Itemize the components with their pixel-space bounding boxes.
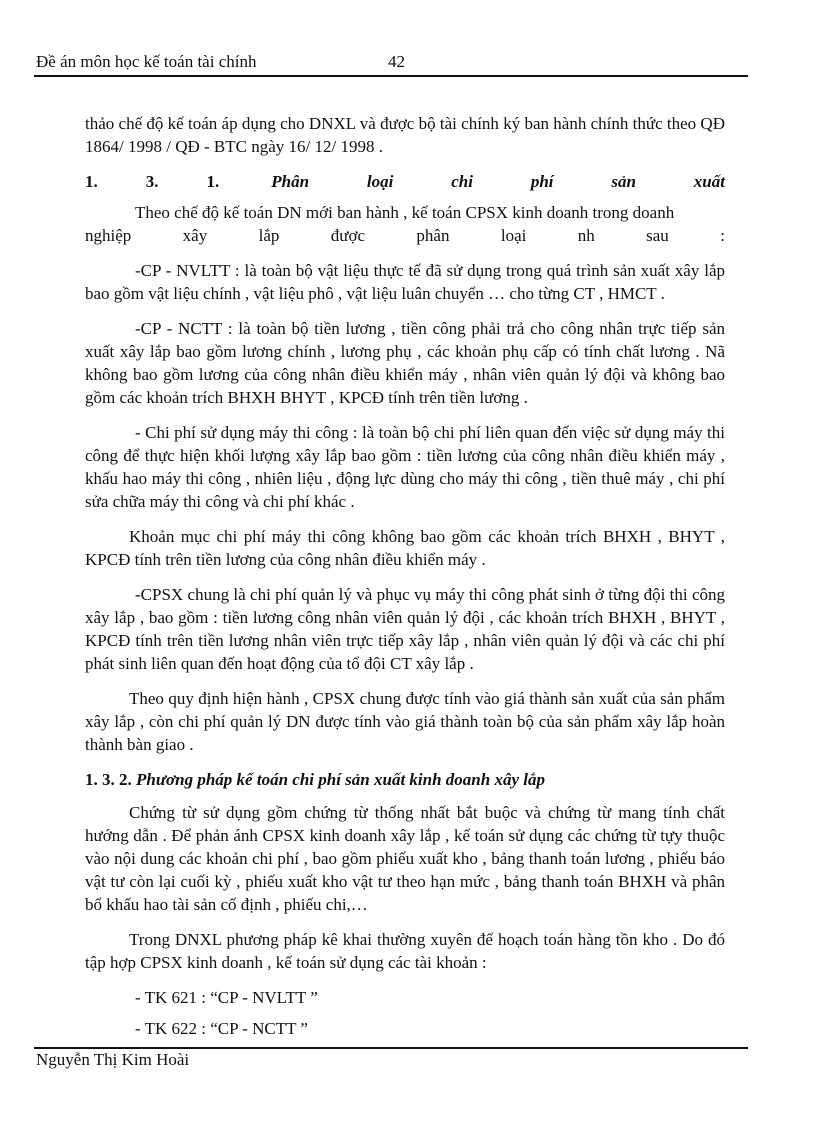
section-title-word: chi — [451, 172, 473, 191]
paragraph-cp-nvltt: -CP - NVLTT : là toàn bộ vật liệu thực tế đã sử dụng trong quá trình sản xuất xây lắp bao gồm vật liệu chính , vật liệu phô , vật liệu luân chuyển … cho từng CT , HMCT . — [85, 261, 725, 303]
list-item-tk622: - TK 622 : “CP - NCTT ” — [135, 1019, 308, 1038]
section-heading-1-3-2 — [85, 768, 725, 791]
word: : — [720, 226, 725, 245]
section-title-word: xuất — [693, 172, 725, 191]
page-body — [85, 112, 725, 1048]
section-number-part: 1. — [206, 172, 220, 191]
section-title-word: loại — [366, 172, 394, 191]
section-number-part: 3. — [145, 172, 159, 191]
section-number: 1. 3. 2. — [85, 770, 132, 789]
section-title-word: phí — [530, 172, 554, 191]
word: loại — [500, 226, 527, 245]
footer-rule — [34, 1047, 748, 1049]
paragraph-accounts: Trong DNXL phương pháp kê khai thường xuyên để hoạch toán hàng tồn kho . Do đó tập hợp CPSX kinh doanh , kế toán sử dụng các tài khoản : — [85, 930, 725, 972]
word: xây — [182, 226, 208, 245]
section-title-word: Phân — [271, 172, 310, 191]
paragraph-intro: thảo chế độ kế toán áp dụng cho DNXL và được bộ tài chính ký ban hành chính thức theo QĐ 1864/ 1998 / QĐ - BTC ngày 16/ 12/ 1998 . — [85, 114, 725, 156]
word: nh — [577, 226, 595, 245]
section-title — [271, 170, 725, 193]
list-item-tk621: - TK 621 : “CP - NVLTT ” — [135, 988, 318, 1007]
paragraph-cp-nctt: -CP - NCTT : là toàn bộ tiền lương , tiền công phải trả cho công nhân trực tiếp sản xuất xây lắp bao gồm lương chính , lương phụ , các khoản phụ cấp có tính chất lương . Nã không bao gồm lương của công nhân điều khiển máy , nhân viên quản lý đội và không bao gồm các khoản trích BHXH BHYT , KPCĐ tính trên tiền lương . — [85, 319, 725, 407]
paragraph-documents: Chứng từ sử dụng gồm chứng từ thống nhất bắt buộc và chứng từ mang tính chất hướng dẫn . Để phản ánh CPSX kinh doanh xây lắp , kế toán sử dụng các chứng từ tựy thuộc vào nội dung các khoản chi phí , bao gồm phiếu xuất kho , bảng thanh toán lương , phiếu báo vật tư còn lại cuối kỳ , phiếu xuất kho vật tư theo hạn mức , bảng thanh toán BHXH và phân bổ khấu hao tài sản cố định , phiếu chi,… — [85, 803, 725, 914]
footer-author: Nguyễn Thị Kim Hoài — [36, 1050, 190, 1069]
paragraph-machine-cost: - Chi phí sử dụng máy thi công : là toàn bộ chi phí liên quan đến việc sử dụng máy thi công để thực hiện khối lượng xây lắp bao gồm : tiền lương của công nhân điều khiển máy , khấu hao máy thi công , nhiên liệu , động lực dùng cho máy thi công , tiền thuê máy , chi phí sửa chữa máy thi công và chi phí khác . — [85, 423, 725, 511]
page-header — [36, 50, 746, 76]
word: sau — [646, 226, 669, 245]
section-title-word: sản — [611, 172, 636, 191]
word: được — [330, 226, 366, 245]
paragraph-regulation: Theo quy định hiện hành , CPSX chung được tính vào giá thành sản xuất của sản phẩm xây lắp , còn chi phí quản lý DN được tính vào giá thành toàn bộ của sản phẩm xây lắp hoàn thành bàn giao . — [85, 689, 725, 754]
document-title: Đề án môn học kế toán tài chính — [36, 52, 257, 71]
page-number: 42 — [388, 52, 405, 71]
word: lắp — [258, 226, 280, 245]
paragraph-classification-line2 — [85, 224, 725, 247]
section-heading-1-3-1 — [85, 170, 725, 193]
paragraph-general-cost: -CPSX chung là chi phí quản lý và phục vụ máy thi công phát sinh ở từng đội thi công xây lắp , bao gồm : tiền lương công nhân viên quản lý đội , các khoản trích BHXH , BHYT , KPCĐ tính trên tiền lương nhân viên trực tiếp xây lắp , nhân viên quản lý đội và các chi phí phát sinh liên quan đến hoạt động của tổ đội CT xây lắp . — [85, 585, 725, 673]
paragraph-machine-exclusions: Khoản mục chi phí máy thi công không bao gồm các khoản trích BHXH , BHYT , KPCĐ tính trên tiền lương của công nhân điều khiển máy . — [85, 527, 725, 569]
word: nghiệp — [85, 226, 132, 245]
section-title: Phương pháp kế toán chi phí sản xuất kinh doanh xây lắp — [136, 770, 545, 789]
header-rule — [34, 75, 748, 77]
paragraph-classification-line1: Theo chế độ kế toán DN mới ban hành , kế toán CPSX kinh doanh trong doanh — [135, 203, 675, 222]
word: phân — [416, 226, 450, 245]
section-number-part: 1. — [85, 172, 98, 191]
